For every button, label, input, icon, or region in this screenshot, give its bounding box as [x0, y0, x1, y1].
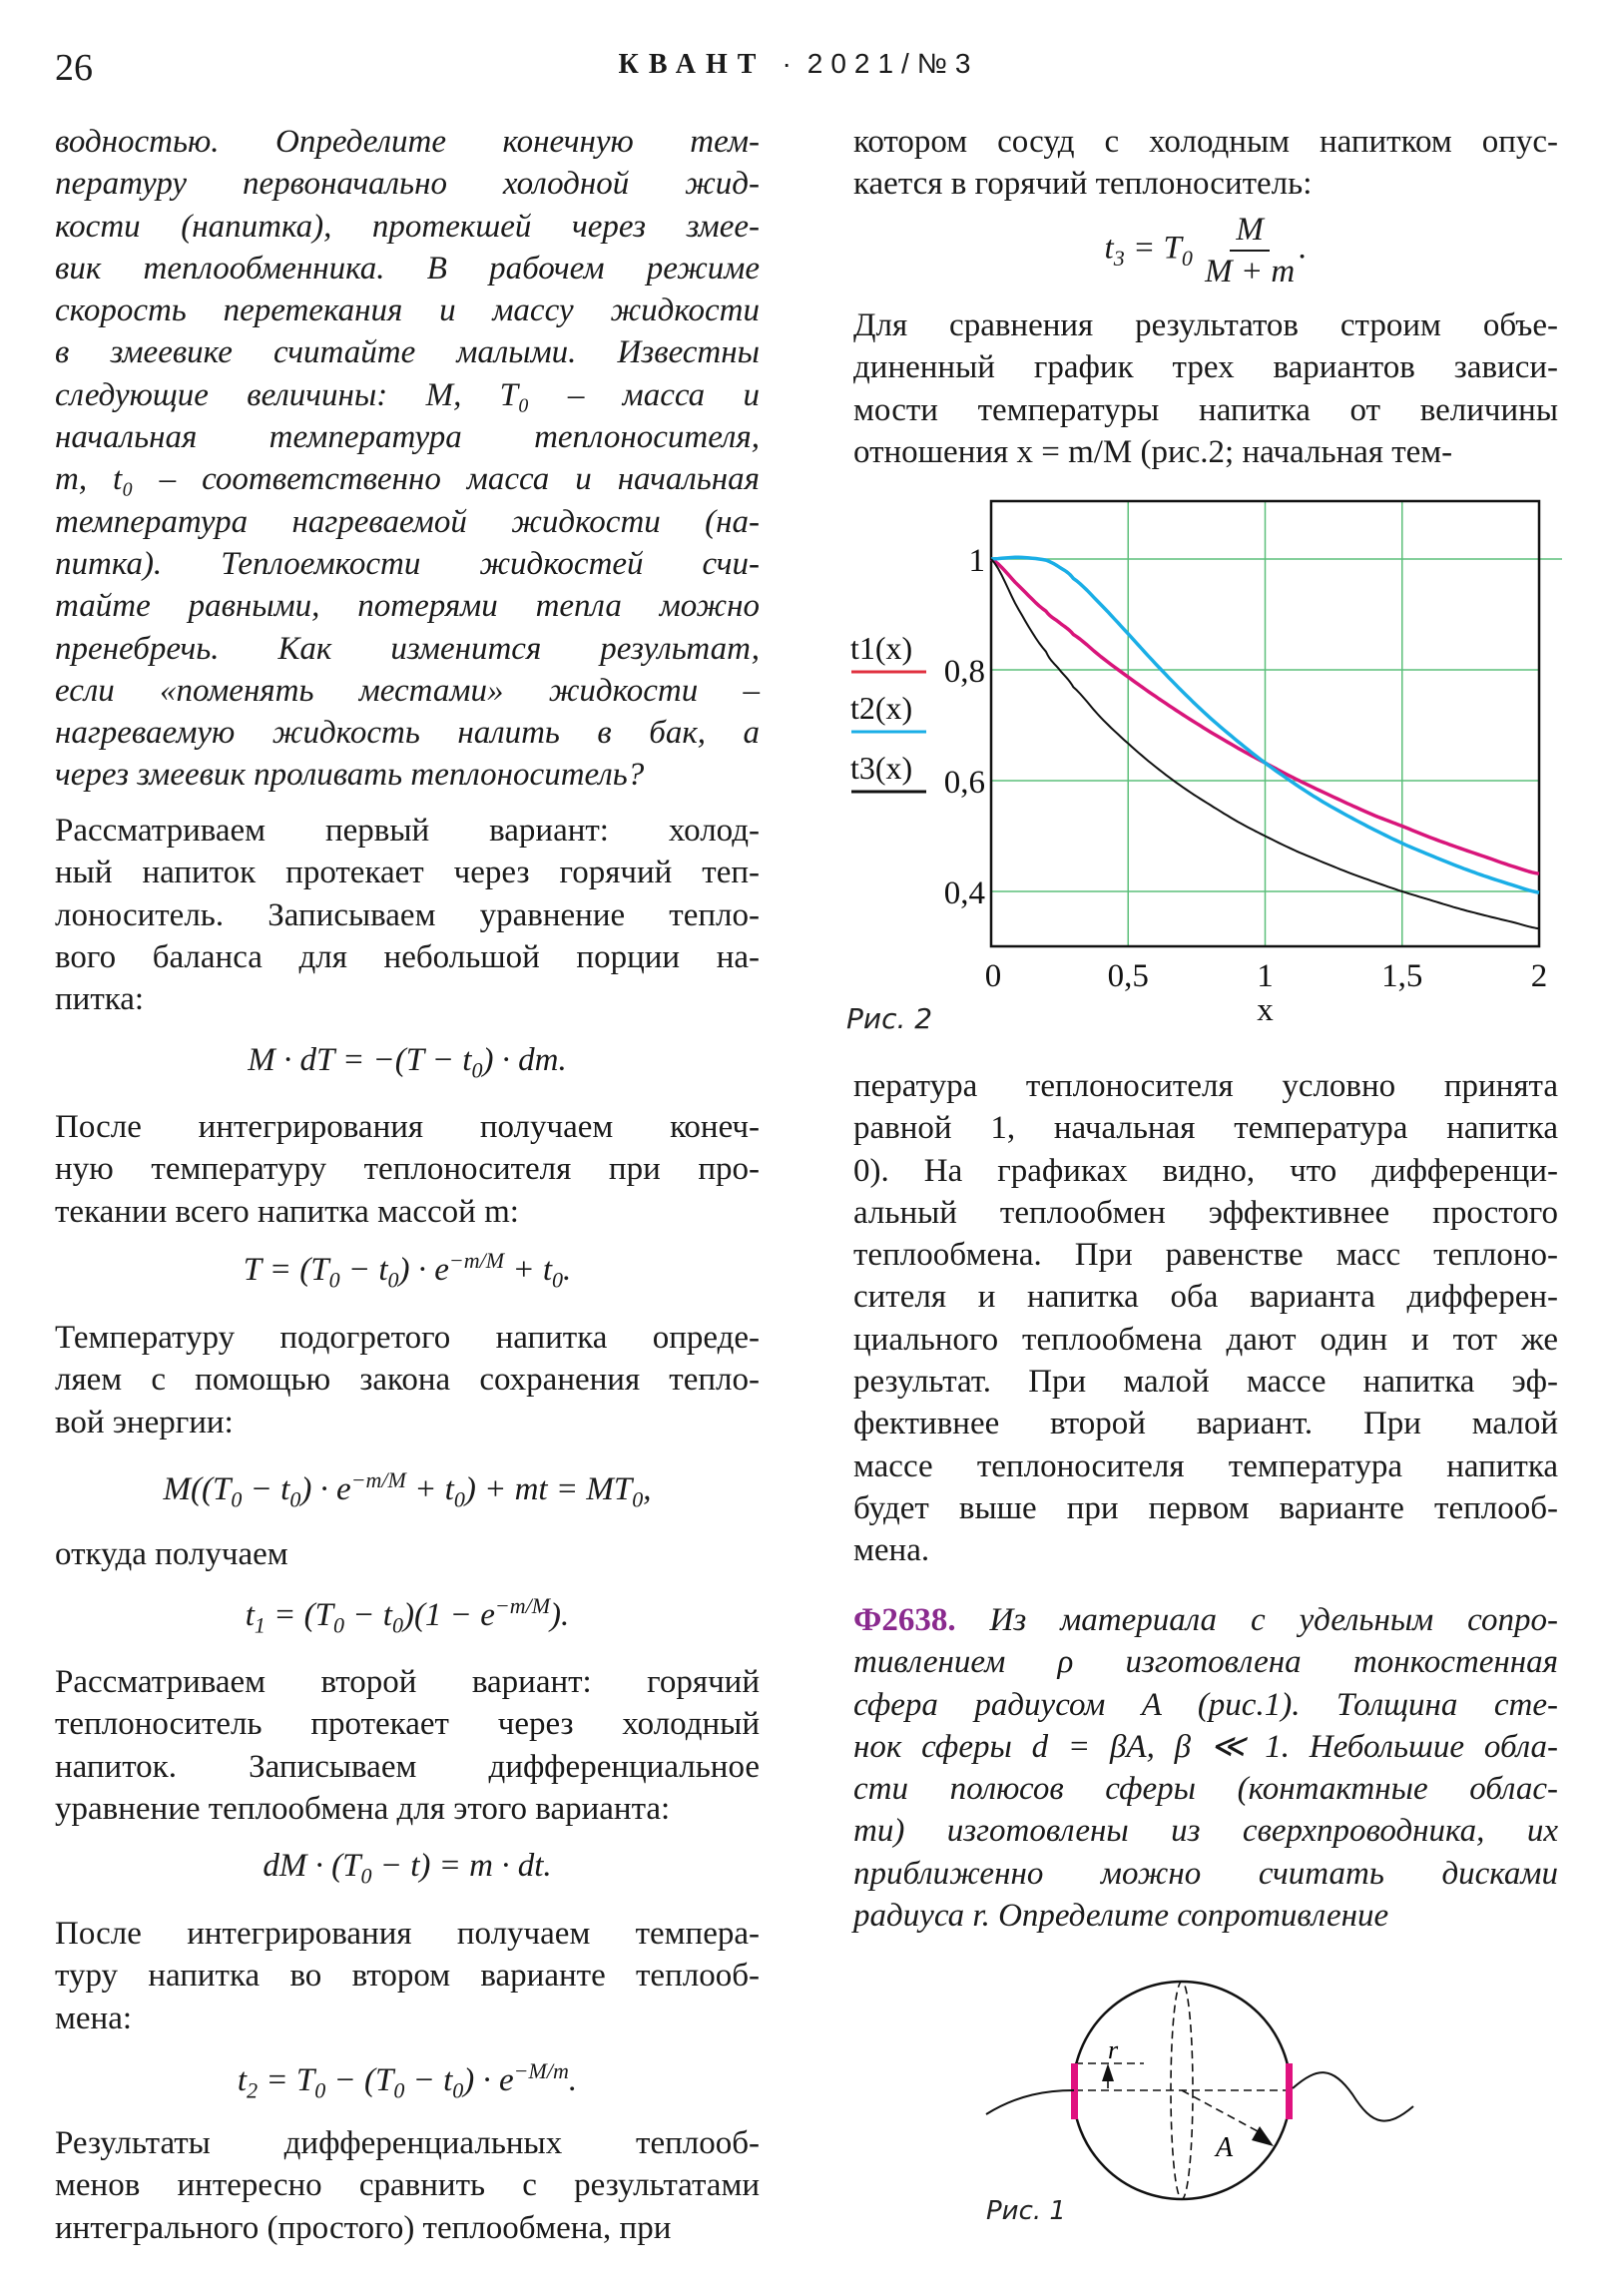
paragraph-chart-conclusion [853, 1065, 1558, 1572]
page-number: 26 [55, 47, 93, 89]
contact-right [1286, 2063, 1293, 2119]
equation-t3: $t_3 = T_0$ $\frac{M}{M + m}$ . [1104, 212, 1308, 289]
label-A: A [1216, 2132, 1234, 2163]
text-line: Температуру подогретого напитка опреде- [55, 1320, 760, 1356]
equation-heat-balance: M · dT = $-(T - t_0)$ · dm. [248, 1042, 567, 1083]
text-line: мена. [853, 1532, 930, 1569]
equation-T: $T = (T_0 - t_0) \cdot e^{-m/M} + t_0$. [243, 1248, 572, 1293]
text-line: отношения x = m/M (рис.2; начальная тем- [853, 433, 1453, 470]
text-line: пренебречь. Как изменится результат, [55, 630, 760, 667]
r-arrow-icon [1102, 2063, 1114, 2081]
equation-differential: dM · $(T_0 - t) = m$ · dt. [263, 1848, 552, 1889]
text-line: напиток. Записываем дифференциальное [55, 1748, 760, 1785]
text-line: Для сравнения результатов строим объе- [853, 307, 1558, 343]
figure-sphere [958, 1917, 1437, 2286]
text-line: Рассматриваем первый вариант: холод- [55, 813, 760, 849]
text-line: тивлением ρ изготовлена тонкостенная [853, 1644, 1558, 1681]
text-line: уравнение теплообмена для этого варианта: [55, 1790, 671, 1827]
text-line: мости температуры напитка от величины [853, 391, 1558, 428]
text-line: пература теплоносителя условно принята [853, 1068, 1558, 1104]
label-r: r [1108, 2035, 1119, 2064]
text-line: следующие величины: M, T₀ – масса и [55, 376, 760, 413]
text-line: текании всего напитка массой m: [55, 1193, 519, 1230]
y-tick-label: 0,8 [943, 654, 985, 690]
text-line: альный теплообмен эффективнее простого [853, 1194, 1558, 1231]
problem-statement-tail [55, 121, 760, 797]
text-line: После интегрирования получаем конеч- [55, 1109, 760, 1145]
equation-t1: $t_1 = (T_0 - t_0)(1 - e^{-m/M})$. [245, 1593, 570, 1638]
x-tick-label: 2 [1530, 958, 1548, 994]
text-line: ти) изготовлены из сверхпроводника, их [853, 1813, 1558, 1850]
text-line: теплообмена. При равенстве масс теплоно- [853, 1237, 1558, 1274]
text-line: вик теплообменника. В рабочем режиме [55, 250, 760, 287]
x-axis-label: x [1257, 992, 1274, 1028]
text-line: нок сферы d = βA, β ≪ 1. Небольшие обла- [853, 1728, 1558, 1765]
text-line: в змеевике считайте малыми. Известны [55, 334, 760, 371]
magazine-title: КВАНТ [618, 49, 767, 80]
text-line: температура нагреваемой жидкости (на- [55, 503, 760, 540]
text-line: циального теплообмена дают один и тот же [853, 1321, 1558, 1358]
text-line: результат. При малой массе напитка эф- [853, 1364, 1558, 1401]
sphere-diagram [986, 1982, 1413, 2199]
separator: · [782, 48, 792, 79]
equation-t2: $t_2 = T_0 - (T_0 - t_0) \cdot e^{-M/m}$. [237, 2058, 578, 2103]
paragraph-compare [55, 2122, 760, 2249]
text-line: начальная температура теплоносителя, [55, 419, 760, 456]
text-line: Рассматриваем второй вариант: горячий [55, 1664, 760, 1700]
y-tick-label: 0,4 [943, 875, 985, 911]
text-line: туру напитка во втором варианте теплооб- [55, 1958, 760, 1995]
text-line: скорость перетекания и массу жидкости [55, 292, 760, 329]
text-line: приближенно можно считать дисками [853, 1855, 1558, 1892]
text-line: менов интересно сравнить с результатами [55, 2167, 760, 2204]
legend-label: t1(x) [850, 630, 913, 666]
issue-number: 2021/№3 [806, 48, 979, 79]
text-line: равной 1, начальная температура напитка [853, 1110, 1558, 1147]
fig2-caption: Рис. 2 [846, 1002, 933, 1035]
text-line: будет выше при первом варианте теплооб- [853, 1489, 1558, 1526]
text-line: фективнее второй вариант. При малой [853, 1406, 1558, 1442]
text-line: диненный график трех вариантов зависи- [853, 349, 1558, 386]
text-line: интегрального (простого) теплообмена, при [55, 2209, 672, 2246]
paragraph-whence [55, 1533, 760, 1575]
text-line: ляем с помощью закона сохранения тепло- [55, 1362, 760, 1399]
text-line: кается в горячий теплоноситель: [853, 166, 1313, 203]
y-tick-label: 0,6 [943, 765, 985, 801]
text-line: радиуса r. Определите сопротивление [853, 1898, 1389, 1935]
text-line: кости (напитка), протекшей через змее- [55, 208, 760, 245]
paragraph-chart-intro [853, 304, 1558, 473]
x-tick-label: 0 [984, 958, 1002, 994]
wire-left [986, 2090, 1074, 2114]
text-line: Результаты дифференциальных теплооб- [55, 2125, 760, 2161]
text-line: 0). На графиках видно, что дифференци- [853, 1152, 1558, 1189]
text-line: откуда получаем [55, 1536, 288, 1572]
paragraph-second-variant [55, 1661, 760, 1830]
running-head [0, 48, 1597, 81]
text-line: питка). Теплоемкости жидкостей счи- [55, 545, 760, 582]
fig1-caption: Рис. 1 [986, 2196, 1066, 2226]
text-line: через змеевик проливать теплоноситель? [55, 757, 645, 794]
text-line: теплоноситель протекает через холодный [55, 1706, 760, 1743]
problem-F2638 [853, 1599, 1558, 1937]
chart-fig2 [838, 489, 1577, 1048]
text-line: массе теплоносителя температура напитка [853, 1447, 1558, 1484]
x-tick-label: 1,5 [1381, 958, 1423, 994]
text-line: сти полюсов сферы (контактные облас- [853, 1771, 1558, 1808]
x-tick-label: 1 [1257, 958, 1274, 994]
text-line: ную температуру теплоносителя при про- [55, 1151, 760, 1188]
text-line: лоноситель. Записываем уравнение тепло- [55, 896, 760, 933]
text-line: тайте равными, потерями тепла можно [55, 588, 760, 625]
text-line: мена: [55, 2000, 133, 2036]
equation-energy: $M((T_0 - t_0) \cdot e^{-m/M} + t_0)$ + mt = $MT_0$, [163, 1467, 652, 1512]
legend-label: t3(x) [850, 750, 913, 786]
text-line: После интегрирования получаем темпера- [55, 1916, 760, 1952]
paragraph-energy-conservation [55, 1317, 760, 1443]
wire-right [1293, 2072, 1413, 2120]
paragraph-first-variant [55, 810, 760, 1020]
text-line: водностью. Определите конечную тем- [55, 124, 760, 160]
text-line: сфера радиусом A (рис.1). Толщина сте- [853, 1686, 1558, 1723]
text-line: сителя и напитка оба варианта дифферен- [853, 1279, 1558, 1316]
y-tick-label: 1 [968, 543, 985, 579]
paragraph-second-result [55, 1913, 760, 2039]
text-line: если «поменять местами» жидкости – [55, 672, 760, 709]
text-line: Ф2638. Из материала с удельным сопро- [853, 1602, 1558, 1638]
text-line: вого баланса для небольшой порции на- [55, 938, 760, 975]
paragraph-integral-exchange [853, 121, 1558, 206]
text-line: питка: [55, 981, 145, 1018]
text-line: ный напиток протекает через горячий теп- [55, 855, 760, 891]
paragraph-after-integration [55, 1106, 760, 1233]
text-line: m, t₀ – соответственно масса и начальная [55, 461, 760, 498]
text-line: котором сосуд с холодным напитком опус- [853, 124, 1558, 160]
x-tick-label: 0,5 [1107, 958, 1149, 994]
text-line: вой энергии: [55, 1404, 234, 1440]
text-line: пературу первоначально холодной жид- [55, 166, 760, 203]
legend-label: t2(x) [850, 690, 913, 726]
problem-number: Ф2638. [853, 1602, 990, 1638]
text-line: нагреваемую жидкость налить в бак, а [55, 715, 760, 752]
